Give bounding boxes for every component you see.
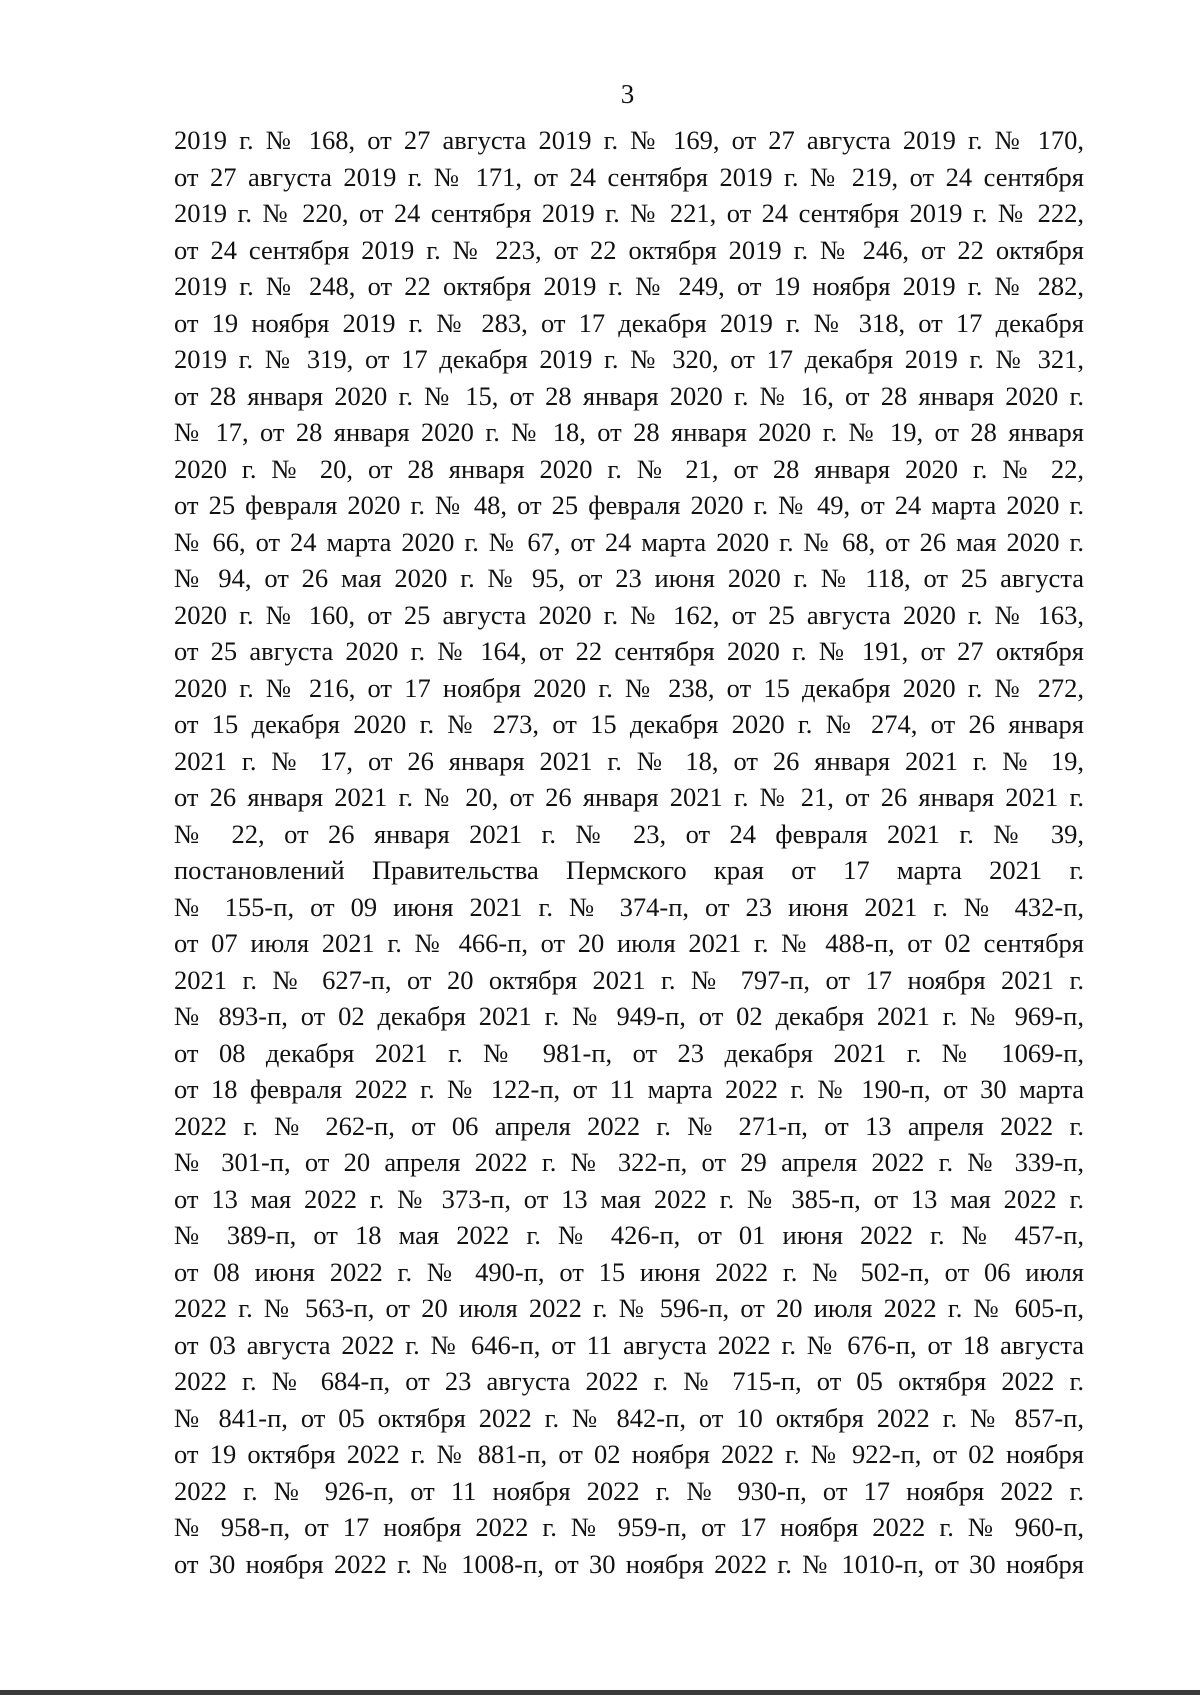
text-line: от 28 января 2020 г. № 15, от 28 января 2020 г. № 16, от 28 января 2020 г. (174, 380, 1084, 411)
text-line: постановлений Правительства Пермского края от 17 марта 2021 г. (174, 855, 1084, 885)
text-line: 2019 г. № 248, от 22 октября 2019 г. № 249, от 19 ноября 2019 г. № 282, (174, 271, 1084, 301)
text-line: 2022 г. № 563-п, от 20 июля 2022 г. № 596-п, от 20 июля 2022 г. № 605-п, (174, 1293, 1084, 1323)
text-line: 2019 г. № 319, от 17 декабря 2019 г. № 320, от 17 декабря 2019 г. № 321, (174, 344, 1084, 374)
page-number: 3 (620, 79, 635, 109)
text-line: от 07 июля 2021 г. № 466-п, от 20 июля 2021 г. № 488-п, от 02 сентября (174, 928, 1084, 958)
text-line: от 25 августа 2020 г. № 164, от 22 сентября 2020 г. № 191, от 27 октября (174, 636, 1084, 666)
text-line: 2022 г. № 262-п, от 06 апреля 2022 г. № 271-п, от 13 апреля 2022 г. (174, 1110, 1084, 1141)
body-text (174, 122, 1084, 1582)
text-line: № 893-п, от 02 декабря 2021 г. № 949-п, от 02 декабря 2021 г. № 969-п, (174, 1001, 1084, 1031)
text-line: от 15 декабря 2020 г. № 273, от 15 декабря 2020 г. № 274, от 26 января (174, 709, 1084, 739)
text-line: № 841-п, от 05 октября 2022 г. № 842-п, от 10 октября 2022 г. № 857-п, (174, 1402, 1084, 1433)
text-line: № 17, от 28 января 2020 г. № 18, от 28 января 2020 г. № 19, от 28 января (174, 417, 1084, 447)
text-line: 2021 г. № 17, от 26 января 2021 г. № 18, от 26 января 2021 г. № 19, (174, 745, 1084, 776)
text-line: 2022 г. № 926-п, от 11 ноября 2022 г. № 930-п, от 17 ноября 2022 г. (174, 1475, 1084, 1506)
text-line: 2020 г. № 216, от 17 ноября 2020 г. № 238, от 15 декабря 2020 г. № 272, (174, 672, 1084, 703)
text-line: от 03 августа 2022 г. № 646-п, от 11 августа 2022 г. № 676-п, от 18 августа (174, 1329, 1084, 1360)
text-line: 2019 г. № 168, от 27 августа 2019 г. № 169, от 27 августа 2019 г. № 170, (174, 125, 1084, 155)
text-line: № 22, от 26 января 2021 г. № 23, от 24 февраля 2021 г. № 39, (174, 818, 1084, 849)
scan-bottom-edge (0, 1690, 1200, 1695)
text-line: от 18 февраля 2022 г. № 122-п, от 11 марта 2022 г. № 190-п, от 30 марта (174, 1074, 1084, 1104)
text-line: от 26 января 2021 г. № 20, от 26 января 2021 г. № 21, от 26 января 2021 г. (174, 782, 1084, 812)
text-line: 2022 г. № 684-п, от 23 августа 2022 г. № 715-п, от 05 октября 2022 г. (174, 1366, 1084, 1396)
text-line: 2020 г. № 160, от 25 августа 2020 г. № 162, от 25 августа 2020 г. № 163, (174, 599, 1084, 630)
text-line: № 301-п, от 20 апреля 2022 г. № 322-п, от 29 апреля 2022 г. № 339-п, (174, 1147, 1084, 1177)
text-line: от 08 июня 2022 г. № 490-п, от 15 июня 2022 г. № 502-п, от 06 июля (174, 1256, 1084, 1287)
text-line: 2019 г. № 220, от 24 сентября 2019 г. № 221, от 24 сентября 2019 г. № 222, (174, 198, 1084, 228)
text-line: 2021 г. № 627-п, от 20 октября 2021 г. № 797-п, от 17 ноября 2021 г. (174, 964, 1084, 995)
text-line: от 25 февраля 2020 г. № 48, от 25 февраля 2020 г. № 49, от 24 марта 2020 г. (174, 490, 1084, 520)
text-line: № 389-п, от 18 мая 2022 г. № 426-п, от 01 июня 2022 г. № 457-п, (174, 1220, 1084, 1250)
text-line: от 13 мая 2022 г. № 373-п, от 13 мая 2022 г. № 385-п, от 13 мая 2022 г. (174, 1183, 1084, 1214)
text-line: № 958-п, от 17 ноября 2022 г. № 959-п, от 17 ноября 2022 г. № 960-п, (174, 1512, 1084, 1542)
text-line: 2020 г. № 20, от 28 января 2020 г. № 21, от 28 января 2020 г. № 22, (174, 453, 1084, 484)
text-line: от 19 ноября 2019 г. № 283, от 17 декабря 2019 г. № 318, от 17 декабря (174, 307, 1084, 338)
text-line: от 27 августа 2019 г. № 171, от 24 сентября 2019 г. № 219, от 24 сентября (174, 161, 1084, 192)
text-line: от 24 сентября 2019 г. № 223, от 22 октября 2019 г. № 246, от 22 октября (174, 234, 1084, 265)
text-line: от 19 октября 2022 г. № 881-п, от 02 ноября 2022 г. № 922-п, от 02 ноября (174, 1439, 1084, 1469)
text-line: № 155-п, от 09 июня 2021 г. № 374-п, от 23 июня 2021 г. № 432-п, (174, 891, 1084, 922)
text-line: от 30 ноября 2022 г. № 1008-п, от 30 ноября 2022 г. № 1010-п, от 30 ноября (174, 1548, 1084, 1579)
text-line: от 08 декабря 2021 г. № 981-п, от 23 декабря 2021 г. № 1069-п, (174, 1037, 1084, 1068)
text-line: № 66, от 24 марта 2020 г. № 67, от 24 марта 2020 г. № 68, от 26 мая 2020 г. (174, 526, 1084, 557)
text-line: № 94, от 26 мая 2020 г. № 95, от 23 июня 2020 г. № 118, от 25 августа (174, 563, 1084, 593)
